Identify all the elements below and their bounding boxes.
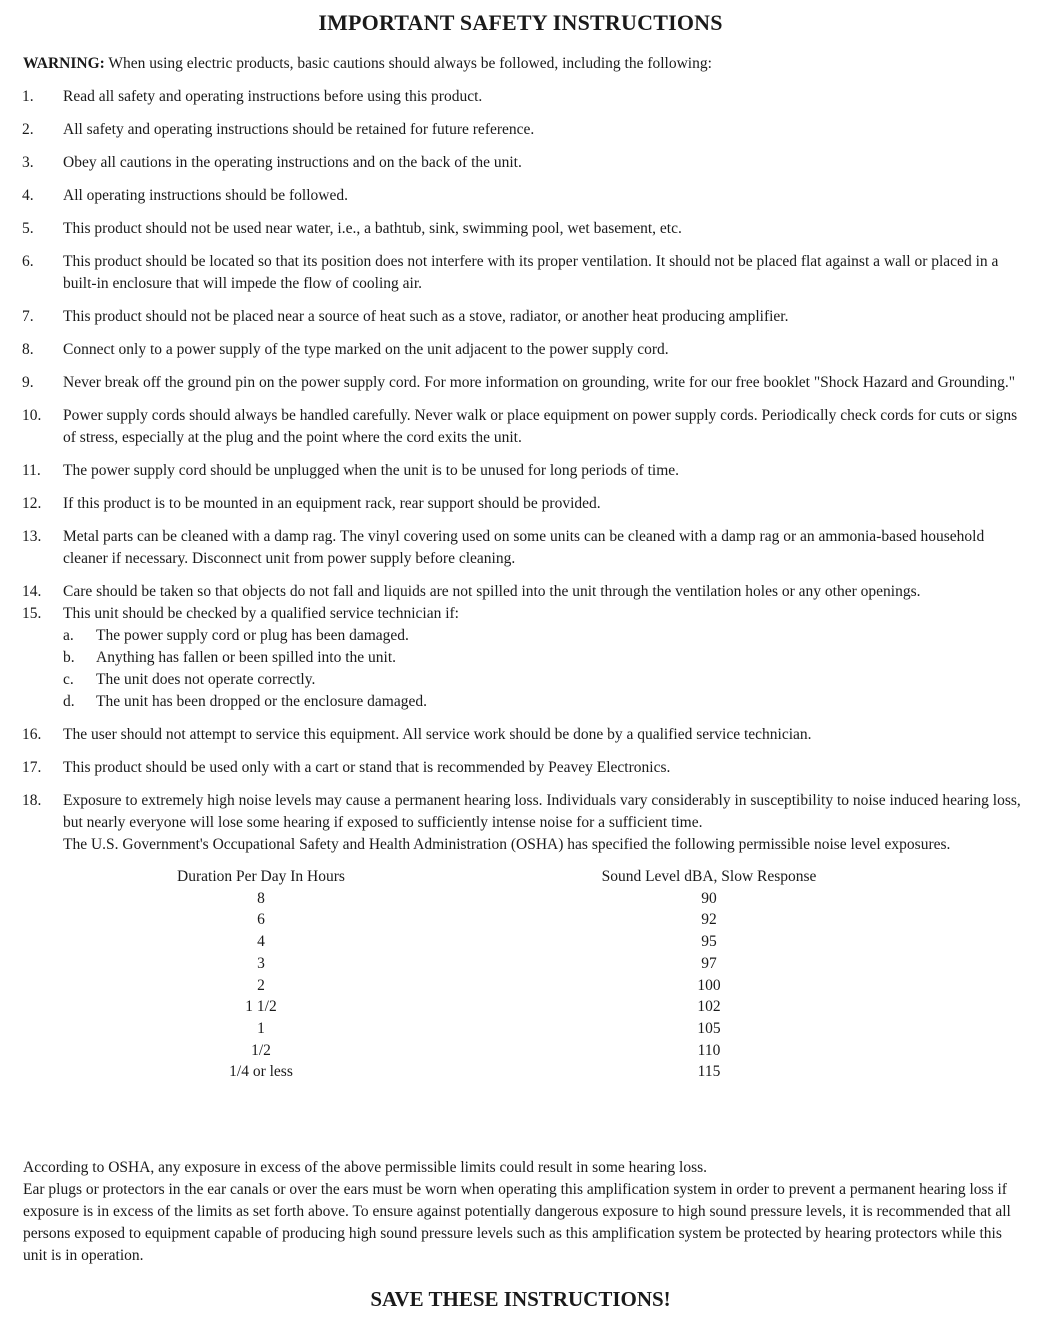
item-text: The power supply cord or plug has been damaged. — [96, 627, 409, 644]
table-cell-sound-level: 100 — [697, 976, 721, 994]
table-cell-duration: 1 — [257, 1019, 265, 1037]
item-text: This product should not be placed near a source of heat such as a stove, radiator, or another heat producing amplifier. — [63, 308, 789, 325]
table-cell-duration: 1/2 — [251, 1041, 271, 1059]
item-text: This product should be located so that its position does not interfere with its proper ventilation. It should not be placed flat against a wall or placed in a built-in enclosure that will impede the flow of cooling air. — [63, 253, 999, 292]
closing-text: Ear plugs or protectors in the ear canals or over the ears must be worn when operating this amplification system in order to prevent a permanent hearing loss if exposure is in excess of the limits as set forth above. To ensure against potentially dangerous exposure to high sound pressure levels, it is recommended that all persons exposed to equipment capable of producing high sound pressure levels such as this amplification system be protected by hearing protectors while this unit is in operation. — [23, 1181, 1011, 1264]
warning-text: When using electric products, basic cautions should always be followed, including the following: — [104, 55, 712, 72]
closing-line: According to OSHA, any exposure in excess of the above permissible limits could result in some hearing loss. — [23, 1159, 708, 1176]
instruction-list — [22, 86, 1022, 1083]
item-number: 3. — [22, 154, 34, 171]
item-text: All safety and operating instructions should be retained for future reference. — [63, 121, 535, 138]
table-header-duration: Duration Per Day In Hours — [177, 868, 345, 885]
list-item — [22, 306, 1022, 328]
item-number: 8. — [22, 341, 34, 358]
list-item — [22, 581, 1022, 603]
item-number: 5. — [22, 220, 34, 237]
table-cell-duration: 4 — [257, 933, 265, 951]
item-number: 1. — [22, 88, 34, 105]
item-text: Obey all cautions in the operating instructions and on the back of the unit. — [63, 154, 522, 171]
item-number: 15. — [22, 605, 42, 622]
item-number: 6. — [22, 253, 34, 270]
item-text: This product should not be used near water, i.e., a bathtub, sink, swimming pool, wet basement, etc. — [63, 220, 682, 237]
list-item — [22, 185, 1022, 207]
item-number: 12. — [22, 495, 42, 512]
table-cell-sound-level: 97 — [701, 954, 717, 972]
item-text: Connect only to a power supply of the type marked on the unit adjacent to the power supply cord. — [63, 341, 669, 358]
item-text: If this product is to be mounted in an equipment rack, rear support should be provided. — [63, 495, 601, 512]
table-cell-sound-level: 102 — [697, 998, 721, 1016]
sub-list-item — [22, 691, 1022, 713]
table-cell-sound-level: 105 — [697, 1019, 721, 1037]
list-item — [22, 339, 1022, 361]
table-cell-duration: 6 — [257, 911, 265, 929]
item-number: 10. — [22, 407, 42, 424]
sub-list-item — [22, 625, 1022, 647]
item-number: 13. — [22, 528, 42, 545]
save-instructions-heading: SAVE THESE INSTRUCTIONS! — [370, 1287, 671, 1311]
table-cell-sound-level: 92 — [701, 911, 717, 929]
item-text: The user should not attempt to service this equipment. All service work should be done by a qualified service technician. — [63, 726, 812, 743]
list-item — [22, 218, 1022, 240]
list-item — [22, 372, 1022, 394]
item-text: Metal parts can be cleaned with a damp rag. The vinyl covering used on some units can be cleaned with a damp rag or an ammonia-based household cleaner if necessary. Disconnect unit from power supply before cleaning. — [63, 528, 985, 567]
item-text: All operating instructions should be followed. — [63, 187, 348, 204]
list-item — [22, 460, 1022, 482]
item-number: 11. — [22, 462, 41, 479]
item-number: 17. — [22, 759, 42, 776]
list-item — [22, 724, 1022, 746]
item-number: b. — [63, 649, 75, 666]
list-item — [22, 152, 1022, 174]
warning-label: WARNING: — [23, 55, 105, 72]
list-item — [22, 526, 1022, 570]
table-cell-duration: 1/4 or less — [229, 1063, 293, 1081]
closing-paragraph — [23, 1157, 1023, 1267]
item-number: 18. — [22, 792, 42, 809]
item-text-osha: The U.S. Government's Occupational Safety and Health Administration (OSHA) has specified the following permissible noise level exposures. — [63, 836, 951, 853]
item-number: 14. — [22, 583, 42, 600]
list-item-18 — [22, 790, 1022, 1083]
table-cell-sound-level: 95 — [701, 933, 717, 951]
table-cell-sound-level: 115 — [697, 1063, 721, 1081]
item-number: 9. — [22, 374, 34, 391]
sub-list-item — [22, 647, 1022, 669]
item-text: The unit has been dropped or the enclosure damaged. — [96, 693, 427, 710]
list-item — [22, 603, 1022, 625]
item-number: 16. — [22, 726, 42, 743]
table-header-sound-level: Sound Level dBA, Slow Response — [601, 868, 817, 885]
item-text: Care should be taken so that objects do not fall and liquids are not spilled into the unit through the ventilation holes or any other openings. — [63, 583, 921, 600]
item-text: The unit does not operate correctly. — [96, 671, 316, 688]
table-cell-sound-level: 90 — [701, 889, 717, 907]
list-item — [22, 405, 1022, 449]
list-item — [22, 757, 1022, 779]
item-number: 4. — [22, 187, 34, 204]
item-text: This product should be used only with a cart or stand that is recommended by Peavey Electronics. — [63, 759, 671, 776]
item-number: d. — [63, 693, 75, 710]
list-item — [22, 86, 1022, 108]
item-text: Power supply cords should always be handled carefully. Never walk or place equipment on power supply cords. Periodically check cords for cuts or signs of stress, especially at the plug and the point where the cord exits the unit. — [63, 407, 1018, 446]
item-text: Read all safety and operating instructions before using this product. — [63, 88, 483, 105]
item-text: The power supply cord should be unplugged when the unit is to be unused for long periods of time. — [63, 462, 680, 479]
item-text: Exposure to extremely high noise levels may cause a permanent hearing loss. Individuals vary considerably in susceptibility to noise induced hearing loss, but nearly everyone will lose some hearing if exposed to sufficiently intense noise for a sufficient time. — [63, 792, 1021, 831]
page-title: IMPORTANT SAFETY INSTRUCTIONS — [318, 10, 723, 35]
list-item — [22, 493, 1022, 515]
table-cell-duration: 2 — [257, 976, 265, 994]
sub-list-item — [22, 669, 1022, 691]
noise-exposure-table — [63, 866, 1022, 1083]
table-cell-duration: 3 — [257, 954, 265, 972]
item-number: a. — [63, 627, 74, 644]
table-cell-sound-level: 110 — [697, 1041, 721, 1059]
table-cell-duration: 1 1/2 — [245, 998, 277, 1016]
list-item — [22, 119, 1022, 141]
item-text: Never break off the ground pin on the power supply cord. For more information on grounding, write for our free booklet "Shock Hazard and Grounding." — [63, 374, 1016, 391]
warning-paragraph — [23, 53, 1023, 75]
item-text: This unit should be checked by a qualified service technician if: — [63, 605, 459, 622]
item-number: 2. — [22, 121, 34, 138]
item-number: 7. — [22, 308, 34, 325]
list-item — [22, 251, 1022, 295]
item-text: Anything has fallen or been spilled into the unit. — [96, 649, 397, 666]
table-cell-duration: 8 — [257, 889, 265, 907]
item-number: c. — [63, 671, 74, 688]
